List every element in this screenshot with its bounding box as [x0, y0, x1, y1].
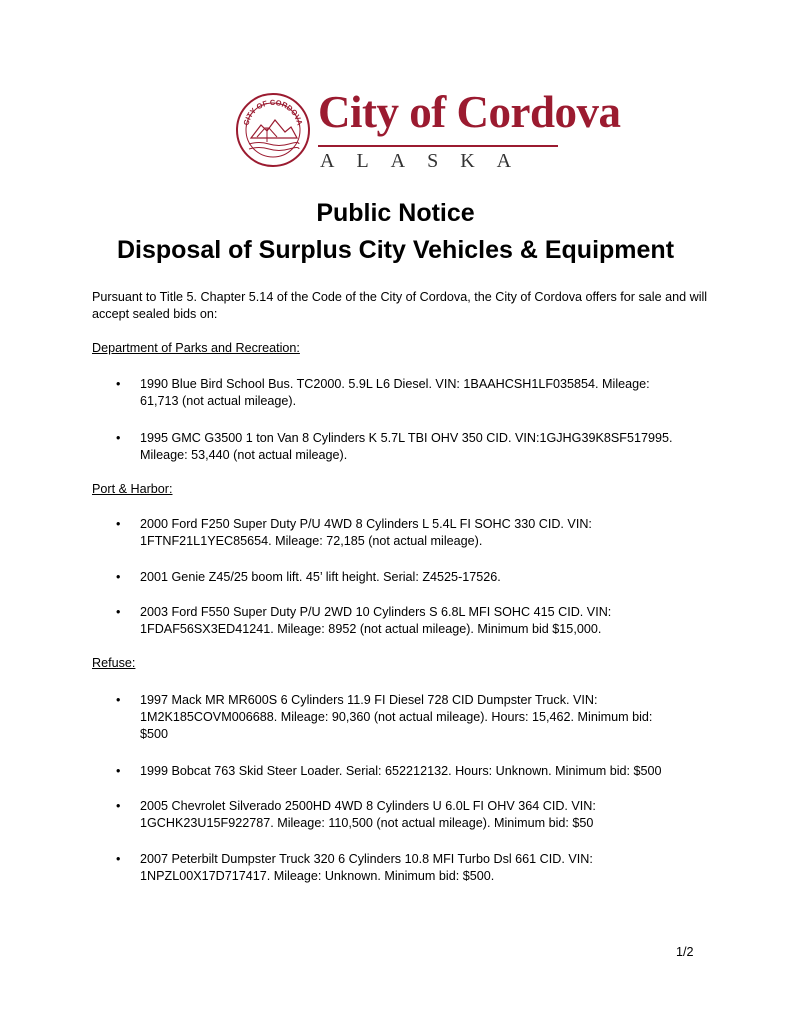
- bullet-icon: •: [116, 605, 121, 619]
- seal-text: CITY OF CORDOVA: [241, 97, 305, 127]
- list-item-text: 2007 Peterbilt Dumpster Truck 320 6 Cylinders 10.8 MFI Turbo Dsl 661 CID. VIN: 1NPZL00X17D717417. Mileage: Unknown. Minimum bid: $500.: [140, 852, 593, 883]
- list-item-text: 1990 Blue Bird School Bus. TC2000. 5.9L L6 Diesel. VIN: 1BAAHCSH1LF035854. Mileage: 61,713 (not actual mileage).: [140, 377, 650, 408]
- list-item-text: 2001 Genie Z45/25 boom lift. 45’ lift height. Serial: Z4525-17526.: [140, 570, 501, 584]
- list-item-text: 2005 Chevrolet Silverado 2500HD 4WD 8 Cylinders U 6.0L FI OHV 364 CID. VIN: 1GCHK23U15F922787. Mileage: 110,500 (not actual mileage). Minimum bid: $50: [140, 799, 596, 830]
- bullet-icon: •: [116, 852, 121, 866]
- bullet-icon: •: [116, 570, 121, 584]
- city-seal-icon: [235, 92, 311, 168]
- bullet-icon: •: [116, 377, 121, 391]
- list-item-text: 2000 Ford F250 Super Duty P/U 4WD 8 Cylinders L 5.4L FI SOHC 330 CID. VIN: 1FTNF21L1YEC85654. Mileage: 72,185 (not actual mileage).: [140, 517, 592, 548]
- bullet-icon: •: [116, 517, 121, 531]
- bullet-icon: •: [116, 431, 121, 445]
- page-number: 1/2: [676, 945, 694, 959]
- bullet-icon: •: [116, 764, 121, 778]
- city-logo: [235, 87, 621, 182]
- bullet-icon: •: [116, 799, 121, 813]
- list-item-text: 1999 Bobcat 763 Skid Steer Loader. Serial: 652212132. Hours: Unknown. Minimum bid: $500: [140, 764, 662, 778]
- logo-rule: [318, 145, 558, 147]
- intro-paragraph: Pursuant to Title 5. Chapter 5.14 of the Code of the City of Cordova, the City of Cordova offers for sale and will accept sealed bids on:: [92, 290, 708, 321]
- logo-title: City of Cordova: [318, 87, 621, 137]
- logo-subtitle: ALASKA: [320, 150, 534, 172]
- list-item-text: 1995 GMC G3500 1 ton Van 8 Cylinders K 5.7L TBI OHV 350 CID. VIN:1GJHG39K8SF517995. Mileage: 53,440 (not actual mileage).: [140, 431, 673, 462]
- list-item-text: 1997 Mack MR MR600S 6 Cylinders 11.9 FI Diesel 728 CID Dumpster Truck. VIN: 1M2K185COVM006688. Mileage: 90,360 (not actual mileage). Hours: 15,462. Minimum bid: $500: [140, 693, 653, 741]
- section-heading: Refuse:: [92, 656, 136, 670]
- section-heading: Department of Parks and Recreation:: [92, 341, 300, 355]
- bullet-icon: •: [116, 693, 121, 707]
- notice-subtitle: Disposal of Surplus City Vehicles & Equipment: [116, 236, 675, 264]
- notice-title: Public Notice: [316, 199, 475, 227]
- section-heading: Port & Harbor:: [92, 482, 173, 496]
- list-item-text: 2003 Ford F550 Super Duty P/U 2WD 10 Cylinders S 6.8L MFI SOHC 415 CID. VIN: 1FDAF56SX3ED41241. Mileage: 8952 (not actual mileage). Minimum bid $15,000.: [140, 605, 612, 636]
